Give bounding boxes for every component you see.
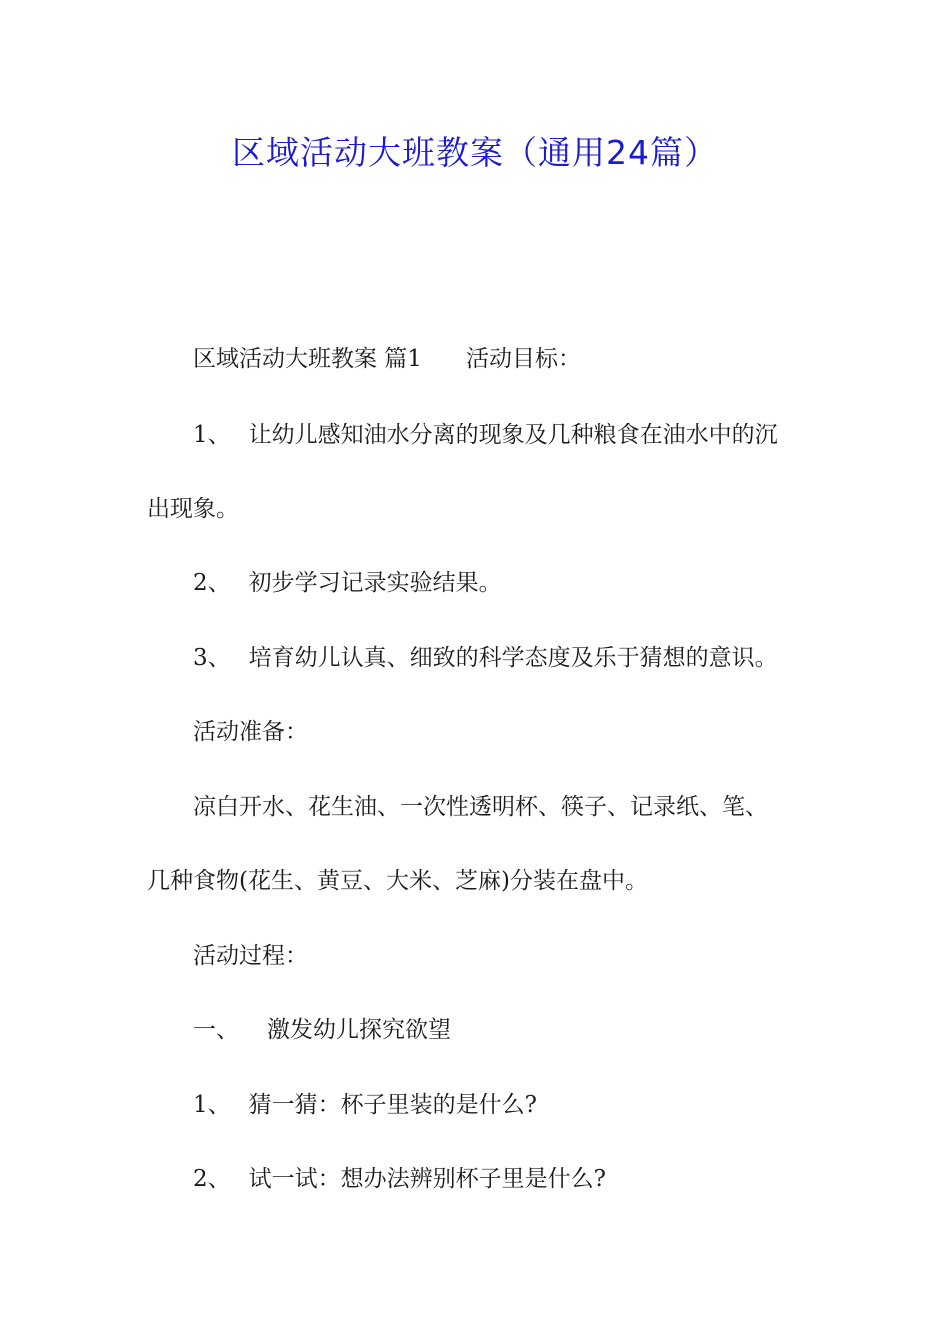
item-number: 一、 [193,1017,239,1043]
section-label [193,939,308,973]
item-number: 1、 [193,422,231,448]
item-number: 1、 [193,1092,231,1118]
item-text: 几种食物(花生、黄豆、大米、芝麻)分装在盘中。 [147,868,648,894]
item-text: 初步学习记录实验结果。 [248,570,502,596]
section-heading-line [193,342,581,376]
paragraph-line [147,864,648,898]
section-label-text: 活动准备： [193,719,308,745]
paragraph-line [193,1088,537,1122]
item-text: 凉白开水、花生油、一次性透明杯、筷子、记录纸、笔、 [193,794,768,820]
section-heading: 区域活动大班教案 篇1 [193,346,422,372]
paragraph-line [147,492,239,526]
paragraph-line [193,1162,606,1196]
item-text: 激发幼儿探究欲望 [267,1017,451,1043]
item-number: 2、 [193,570,231,596]
item-text: 试一试：想办法辨别杯子里是什么? [248,1166,606,1192]
paragraph-line [193,641,778,675]
item-text: 培育幼儿认真、细致的科学态度及乐于猜想的意识。 [248,645,778,671]
item-text: 让幼儿感知油水分离的现象及几种粮食在油水中的沉 [248,422,778,448]
item-text: 出现象。 [147,496,239,522]
item-number: 2、 [193,1166,231,1192]
section-label [193,715,308,749]
paragraph-line [193,566,502,600]
document-title: 区域活动大班教案（通用24篇） [232,133,718,172]
section-subheading: 活动目标： [465,346,581,372]
section-label-text: 活动过程： [193,943,308,969]
item-number: 3、 [193,645,231,671]
paragraph-line [193,1013,451,1047]
paragraph-line [193,418,778,452]
paragraph-line [193,790,768,824]
item-text: 猜一猜：杯子里装的是什么? [248,1092,537,1118]
